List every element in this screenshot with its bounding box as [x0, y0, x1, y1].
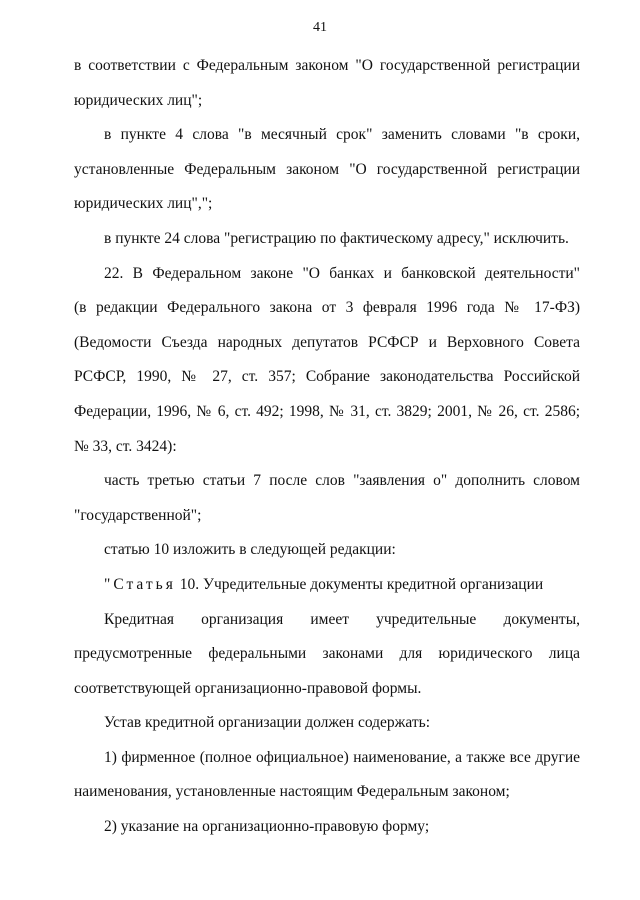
- text-line: Федерации, 1996, № 6, ст. 492; 1998, № 31, ст. 3829; 2001, № 26, ст. 2586;: [74, 402, 580, 420]
- text-line: наименования, установленные настоящим Федеральным законом;: [74, 783, 510, 801]
- article-heading: [74, 568, 580, 603]
- text-line: в пункте 24 слова "регистрацию по фактическому адресу," исключить.: [104, 229, 569, 247]
- text-line: (Ведомости Съезда народных депутатов РСФСР и Верховного Совета: [74, 333, 580, 351]
- text-line: 22. В Федеральном законе "О банках и банковской деятельности": [104, 264, 580, 282]
- document-body: [74, 49, 580, 845]
- text-line: РСФСР, 1990, № 27, ст. 357; Собрание законодательства Российской: [74, 368, 580, 386]
- text-line: № 33, ст. 3424):: [74, 437, 177, 455]
- text-line: соответствующей организационно-правовой формы.: [74, 679, 422, 697]
- article-word: "Статья: [104, 575, 176, 593]
- text-line: юридических лиц",";: [74, 195, 213, 213]
- text-line: в пункте 4 слова "в месячный срок" заменить словами "в сроки,: [104, 126, 580, 144]
- article-title: 10. Учредительные документы кредитной организации: [175, 575, 544, 593]
- text-line: предусмотренные федеральными законами для юридического лица: [74, 645, 580, 663]
- text-line: статью 10 изложить в следующей редакции:: [104, 541, 396, 559]
- text-line: 2) указание на организационно-правовую форму;: [104, 818, 430, 836]
- page-number: 41: [313, 20, 327, 35]
- text-line: (в редакции Федерального закона от 3 февраля 1996 года № 17-ФЗ): [74, 299, 580, 317]
- text-line: часть третью статьи 7 после слов "заявления о" дополнить словом: [104, 472, 580, 490]
- text-line: установленные Федеральным законом "О государственной регистрации: [74, 160, 580, 178]
- text-line: "государственной";: [74, 506, 202, 524]
- text-line: Устав кредитной организации должен содержать:: [104, 714, 430, 732]
- text-line: Кредитная организация имеет учредительные документы,: [104, 610, 580, 628]
- text-line: 1) фирменное (полное официальное) наименование, а также все другие: [104, 748, 580, 766]
- text-line: в соответствии с Федеральным законом "О государственной регистрации: [74, 57, 580, 74]
- text-line: юридических лиц";: [74, 91, 203, 109]
